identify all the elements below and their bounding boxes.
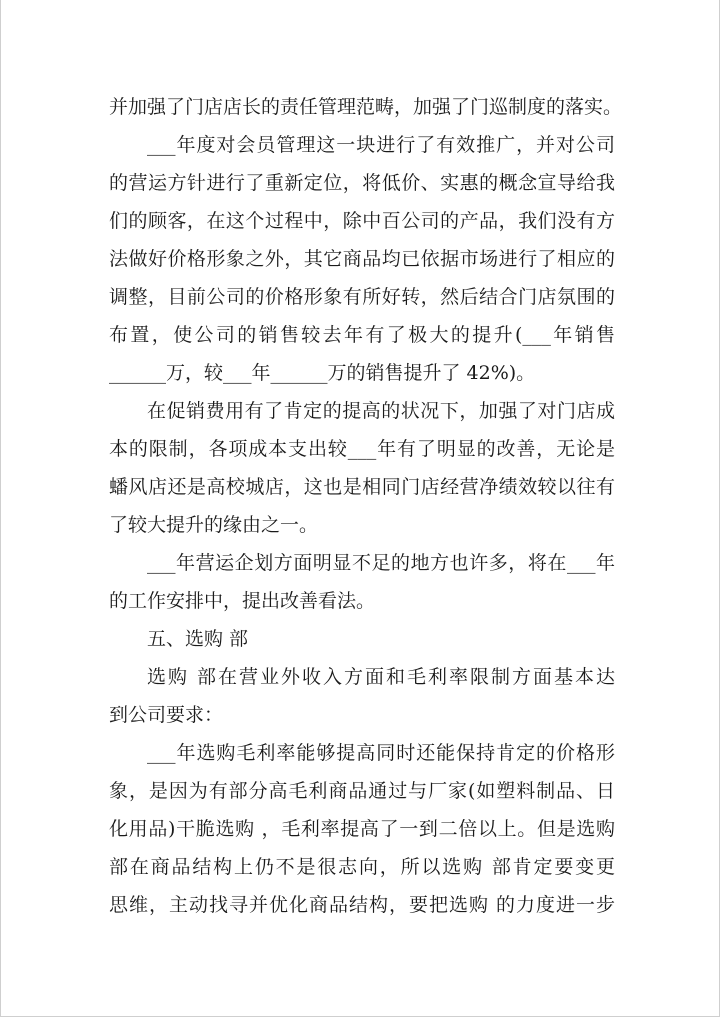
paragraph-line: 到公司要求： [109,704,224,726]
paragraph-line: 的营运方针进行了重新定位，将低价、实惠的概念宣导给我 [109,172,615,194]
paragraph-line: ___年度对会员管理这一块进行了有效推广，并对公司 [147,134,615,156]
paragraph-line: ___年营运企划方面明显不足的地方也许多，将在___年 [147,552,615,574]
paragraph-line: ______万，较___年______万的销售提升了 42%)。 [109,362,536,384]
paragraph-line: 象，是因为有部分高毛利商品通过与厂家(如塑料制品、日 [109,780,615,802]
paragraph-line: 思维，主动找寻并优化商品结构，要把选购 的力度进一步 [109,894,615,916]
paragraph-line: 的工作安排中，提出改善看法。 [109,590,376,612]
section-heading: 五、选购 部 [147,628,249,650]
paragraph-line: 本的限制，各项成本支出较___年有了明显的改善，无论是 [109,438,615,460]
paragraph-line: 蟠风店还是高校城店，这也是相同门店经营净绩效较以往有 [109,476,615,498]
paragraph-line: 们的顾客，在这个过程中，除中百公司的产品，我们没有方 [109,210,615,232]
paragraph-line: 了较大提升的缘由之一。 [109,514,319,536]
paragraph-line: 调整，目前公司的价格形象有所好转，然后结合门店氛围的 [109,286,615,308]
paragraph-line: ___年选购毛利率能够提高同时还能保持肯定的价格形 [147,742,615,764]
paragraph-line: 化用品)干脆选购 ，毛利率提高了一到二倍以上。但是选购 [109,818,615,840]
paragraph-line: 在促销费用有了肯定的提高的状况下，加强了对门店成 [147,400,615,422]
paragraph-line: 选购 部在营业外收入方面和毛利率限制方面基本达 [147,666,615,688]
paragraph-line: 并加强了门店店长的责任管理范畴，加强了门巡制度的落实。 [109,96,623,118]
paragraph-line: 布置，使公司的销售较去年有了极大的提升(___年销售 [109,324,615,346]
paragraph-line: 法做好价格形象之外，其它商品均已依据市场进行了相应的 [109,248,615,270]
paragraph-line: 部在商品结构上仍不是很志向，所以选购 部肯定要变更 [109,856,615,878]
